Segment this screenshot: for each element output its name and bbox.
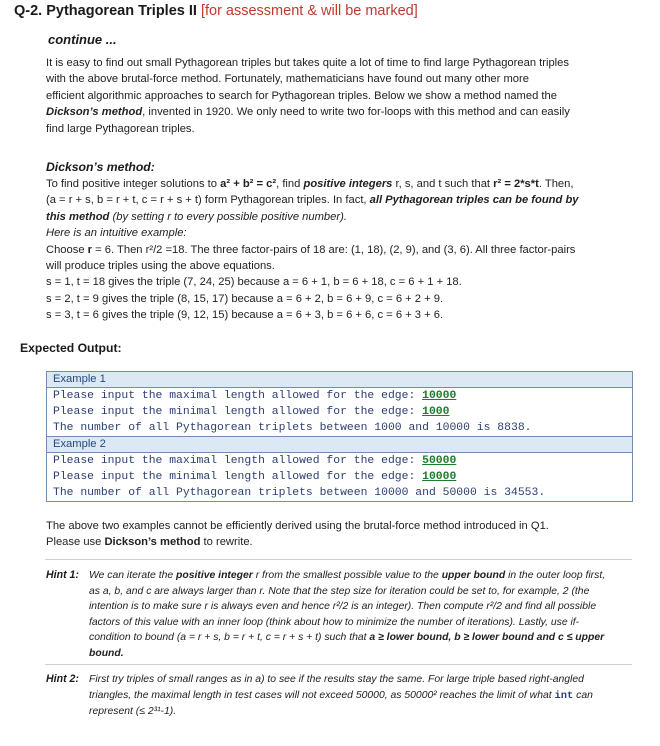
hint-line	[89, 630, 627, 646]
input-value: 50000	[422, 455, 457, 467]
text: condition to bound (a = r + s, b = r + t, c = r + s + t) such that	[89, 632, 370, 644]
hint-2-text	[89, 672, 627, 720]
dickson-heading: Dickson’s method:	[46, 160, 155, 174]
note-paragraph	[46, 518, 626, 551]
emphasis: positive integer	[176, 570, 253, 581]
dickson-line	[46, 176, 626, 192]
dickson-line	[46, 192, 626, 208]
example-label: Example 1	[47, 372, 632, 388]
hint-1-text	[89, 568, 627, 662]
continue-label: continue ...	[48, 32, 117, 47]
hint-line	[89, 688, 627, 705]
intro-line: It is easy to find out small Pythagorean triples but takes quite a lot of time to find large Pythagorean triples	[46, 57, 569, 69]
text: triangles, the maximal length in test cases will not exceed 50000, as 50000² reaches the limit of what	[89, 689, 555, 701]
emphasis: r	[87, 243, 93, 256]
text: = 6. Then r²/2 =18. The three factor-pairs of 18 are: (1, 18), (2, 9), and (3, 6). All three factor-pairs	[92, 243, 576, 256]
hint-line	[89, 568, 627, 584]
code-line: The number of all Pythagorean triplets between 10000 and 50000 is 34553.	[53, 487, 546, 499]
hint-line: bound.	[89, 647, 124, 659]
question-title	[14, 3, 418, 19]
input-value: 10000	[422, 390, 457, 402]
hint-2-label: Hint 2:	[46, 673, 79, 685]
hint-line: intention is to make sure r is always even and hence r²/2 is an integer). Then compute r²/2 and find all possible	[89, 601, 597, 613]
example-box	[46, 371, 633, 437]
equation: r² = 2*s*t	[493, 178, 539, 190]
intro-line: efficient algorithmic approaches to search for Pythagorean triples. Below we show a method named the	[46, 89, 557, 102]
dickson-method-term: Dickson’s method	[46, 106, 143, 119]
code-line	[47, 453, 632, 469]
intro-line: with the above brutal-force method. Fortunately, mathematicians have found out many other more	[46, 73, 529, 86]
intro-line: find large Pythagorean triples.	[46, 122, 195, 135]
prompt: Please input the minimal length allowed for the edge:	[53, 406, 423, 418]
text: Please use	[46, 536, 105, 549]
text: r from the smallest possible value to the	[252, 570, 442, 581]
emphasis: this method	[46, 210, 110, 223]
divider	[45, 664, 632, 665]
input-value: 10000	[422, 471, 457, 483]
dickson-line: s = 3, t = 6 gives the triple (9, 12, 15) because a = 6 + 3, b = 6 + 6, c = 6 + 3 + 6.	[46, 309, 444, 322]
example-box	[46, 436, 633, 502]
dickson-line: will produce triples using the above equations.	[46, 260, 275, 273]
code-term: int	[554, 689, 574, 702]
emphasis: upper bound	[441, 570, 506, 581]
hint-line: First try triples of small ranges as in a) to see if the results stay the same. For large triple based right-angled	[89, 674, 584, 685]
prompt: Please input the minimal length allowed for the edge:	[53, 471, 423, 483]
intro-text: , invented in 1920. We only need to write two for-loops with this method and can easily	[142, 106, 570, 119]
question-title-main: Q-2. Pythagorean Triples II	[14, 3, 197, 19]
assessment-tag: [for assessment & will be marked]	[200, 3, 418, 19]
example-label: Example 2	[47, 437, 632, 453]
note-line	[46, 534, 626, 550]
text: , find	[276, 178, 304, 190]
note-line: The above two examples cannot be efficiently derived using the brutal-force method introduced in Q1.	[46, 520, 549, 532]
prompt: Please input the maximal length allowed for the edge:	[53, 390, 423, 402]
dickson-line	[46, 209, 626, 225]
dickson-line: Here is an intuitive example:	[46, 227, 187, 240]
input-value: 1000	[422, 406, 450, 418]
hint-line: as a, b, and c are always larger than r. Note that the step size for iteration could be set to, for example, 2 (the	[89, 585, 590, 597]
hint-line: factors of this value with an inner loop (think about how to minimize the number of iterations). Lastly, use if-	[89, 616, 580, 628]
code-line	[47, 388, 632, 404]
dickson-paragraph	[46, 176, 626, 324]
code-line	[47, 469, 632, 485]
text: . Then,	[538, 178, 574, 190]
text: to rewrite.	[200, 536, 253, 549]
intro-line	[46, 104, 626, 120]
equation: a² + b² = c²	[220, 178, 277, 190]
emphasis: positive integers	[303, 178, 393, 190]
emphasis: all Pythagorean triples can be found by	[369, 194, 579, 207]
text: r, s, and t such that	[392, 178, 494, 190]
prompt: Please input the maximal length allowed for the edge:	[53, 455, 423, 467]
dickson-line: s = 1, t = 18 gives the triple (7, 24, 25) because a = 6 + 1, b = 6 + 18, c = 6 + 1 + 18.	[46, 276, 462, 289]
divider	[45, 559, 632, 560]
dickson-line	[46, 242, 626, 258]
text: in the outer loop first,	[505, 570, 606, 581]
code-line	[47, 404, 632, 420]
text: We can iterate the	[89, 570, 177, 581]
text: can	[573, 689, 593, 701]
emphasis: Dickson’s method	[104, 536, 201, 549]
expected-output-label: Expected Output:	[20, 341, 122, 355]
emphasis: a ≥ lower bound, b ≥ lower bound and c ≤ upper	[369, 632, 605, 644]
dickson-line: s = 2, t = 9 gives the triple (8, 15, 17) because a = 6 + 2, b = 6 + 9, c = 6 + 2 + 9.	[46, 292, 444, 305]
text: To find positive integer solutions to	[46, 178, 221, 190]
text: Choose	[46, 243, 88, 256]
code-line: The number of all Pythagorean triplets between 1000 and 10000 is 8838.	[53, 422, 532, 434]
text: (by setting r to every possible positive number).	[109, 210, 347, 223]
text: (a = r + s, b = r + t, c = r + s + t) form Pythagorean triples. In fact,	[46, 194, 370, 207]
hint-1-label: Hint 1:	[46, 569, 79, 581]
intro-paragraph	[46, 55, 626, 137]
hint-line: represent (≤ 2³¹-1).	[89, 706, 177, 718]
